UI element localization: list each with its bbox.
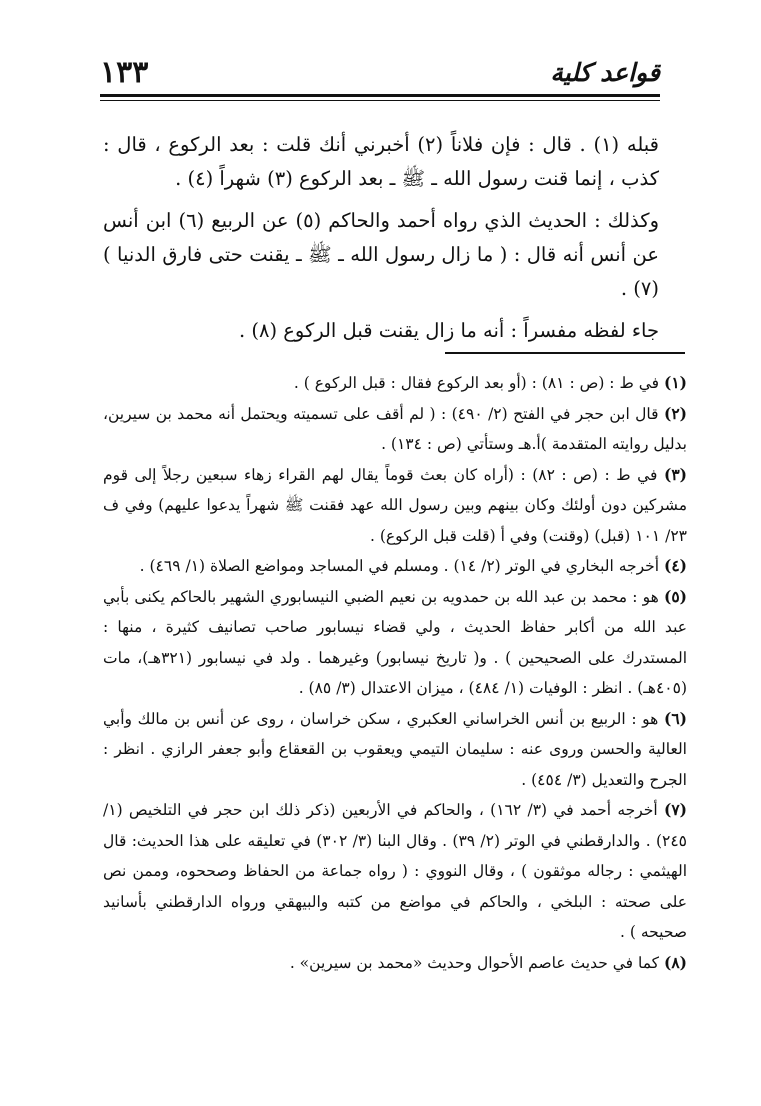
footnote-number: (١) xyxy=(663,373,687,392)
footnotes xyxy=(103,368,687,978)
footnote-number: (٦) xyxy=(663,708,687,728)
footnote-separator xyxy=(445,352,685,354)
footnote-number: (٢) xyxy=(663,403,687,423)
footnote-text: أخرجه أحمد في (٣/ ١٦٢) ، والحاكم في الأربعين (ذكر ذلك ابن حجر في التلخيص (١/ ٢٤٥) . والدارقطني في الوتر (٢/ ٣٩) . وقال البنا (٣/ ٣٠٢) في تعليقه على هذا الحديث: قال الهيثمي : رجاله موثقون ) ، وقال النووي : ( رواه جماعة من الحفاظ وصححوه، وممن نص على صحته : البلخي ، والحاكم في مواضع من كتبه والبيهقي ورواه الدارقطني بأسانيد صحيحه ) . xyxy=(103,801,687,941)
footnote xyxy=(103,704,687,796)
footnote-text: هو : الربيع بن أنس الخراساني العكبري ، سكن خراسان ، روى عن أنس بن مالك وأبي العالية والحسن وروى عنه : سليمان التيمي ويعقوب بن القعقاع وأبو جعفر الرازي . انظر : الجرح والتعديل (٣/ ٤٥٤) . xyxy=(103,709,687,789)
page-header xyxy=(100,52,660,92)
footnote-text: أخرجه البخاري في الوتر (٢/ ١٤) . ومسلم في المساجد ومواضع الصلاة (١/ ٤٦٩) . xyxy=(139,557,660,575)
footnote-number: (٥) xyxy=(663,586,687,606)
footnote-text: هو : محمد بن عبد الله بن حمدويه بن نعيم الضبي النيسابوري الشهير بالحاكم يكنى بأبي عبد الله من أكابر حفاظ الحديث ، ولي قضاء نيسابور صاحب تصانيف كثيرة ، منها : المستدرك على الصحيحين ) . و( تاريخ نيسابور) وغيرهما . ولد في نيسابور (٣٢١هـ)، مات (٤٠٥هـ) . انظر : الوفيات (١/ ٤٨٤) ، ميزان الاعتدال (٣/ ٨٥) . xyxy=(103,587,687,697)
footnote-text: في ط : (ص : ٨٢) : (أراه كان بعث قوماً يقال لهم القراء زهاء سبعين رجلاً إلى قوم مشركين دون أولئك وكان بينهم وبين رسول الله عهد فقنت ﷺ شهراً يدعوا عليهم) وفي ف ٢٣/ ١٠١ (قبل) (وقنت) وفي أ (قلت قبل الركوع) . xyxy=(103,465,687,545)
footnote-number: (٤) xyxy=(663,556,687,575)
footnote-number: (٣) xyxy=(663,464,687,484)
header-rule-thick xyxy=(100,94,660,97)
paragraph: وكذلك : الحديث الذي رواه أحمد والحاكم (٥) عن الربيع (٦) ابن أنس عن أنس أنه قال : ( ما زال رسول الله ـ ﷺ ـ يقنت حتى فارق الدنيا ) (٧) . xyxy=(103,209,659,300)
footnote xyxy=(103,795,687,948)
main-text xyxy=(103,128,659,348)
paragraph: جاء لفظه مفسراً : أنه ما زال يقنت قبل الركوع (٨) . xyxy=(238,319,659,342)
page-number: ١٣٣ xyxy=(100,55,149,90)
running-title: قواعد كلية xyxy=(550,58,660,87)
footnote-text: كما في حديث عاصم الأحوال وحديث «محمد بن سيرين» . xyxy=(289,953,660,972)
footnote-number: (٨) xyxy=(663,952,687,972)
footnote xyxy=(103,582,687,704)
footnote xyxy=(103,399,687,460)
paragraph: قبله (١) . قال : فإن فلاناً (٢) أخبرني أنك قلت : بعد الركوع ، قال : كذب ، إنما قنت رسول الله ـ ﷺ ـ بعد الركوع (٣) شهراً (٤) . xyxy=(103,133,659,190)
footnote xyxy=(103,368,687,399)
footnote xyxy=(103,551,687,582)
header-rule-thin xyxy=(100,100,660,101)
footnote xyxy=(103,948,687,979)
footnote-text: في ط : (ص : ٨١) : (أو بعد الركوع فقال : قبل الركوع ) . xyxy=(293,374,660,392)
footnote xyxy=(103,460,687,552)
footnote-text: قال ابن حجر في الفتح (٢/ ٤٩٠) : ( لم أقف على تسميته ويحتمل أنه محمد بن سيرين، بدليل روايته المتقدمة )أ.هـ وستأتي (ص : ١٣٤) . xyxy=(103,404,687,453)
footnote-number: (٧) xyxy=(663,800,687,819)
